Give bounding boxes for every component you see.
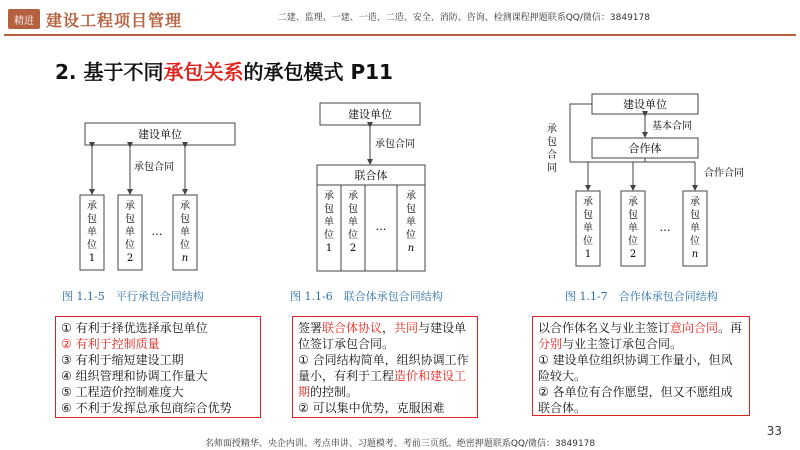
- d3-mid-label: 合作体: [628, 142, 662, 155]
- diagram-cooperative-svg: [540, 92, 760, 280]
- p1-line-1: ① 有利于择优选择承包单位: [61, 321, 208, 335]
- panel-consortium: [292, 316, 478, 418]
- p2-a4: 共同: [394, 321, 419, 335]
- page-title: [55, 56, 393, 85]
- p2-b1: ① 合同结构简单，组织协调工作量小，有利于工程: [298, 353, 469, 383]
- d1-arrow-label: 承包合同: [134, 162, 174, 173]
- d2-unit-2-label: 承包单位 2: [348, 191, 358, 254]
- p1-line-4: ④ 组织管理和协调工作量大: [61, 369, 208, 383]
- header-bar: [0, 0, 800, 36]
- title-prefix: 2. 基于不同: [55, 60, 164, 84]
- logo-title: 建设工程项目管理: [46, 10, 183, 30]
- d2-unit-1-label: 承包单位 1: [324, 191, 334, 254]
- p3-a2: 意向合同: [670, 321, 719, 335]
- p2-a5: 与建设单位签订承包合同。: [298, 321, 467, 351]
- d1-unit-2-label: 承包单位 2: [125, 201, 135, 264]
- p3-a5: 与业主签订承包合同。: [562, 337, 683, 351]
- panel-cooperative: [532, 316, 750, 416]
- diagram-parallel: [60, 95, 260, 305]
- title-highlight: 承包关系: [163, 60, 244, 84]
- p3-para-3: ② 各单位有合作愿望，但又不愿组成联合体。: [538, 385, 733, 415]
- p2-para-1: [298, 320, 472, 352]
- d3-left-label: 承包合同: [547, 124, 557, 174]
- p2-para-2: [298, 352, 472, 400]
- header-divider: [4, 34, 796, 36]
- p2-a2: 联合体协议: [322, 321, 383, 335]
- page-number: 33: [766, 424, 782, 438]
- diagram-parallel-svg: [60, 95, 260, 280]
- d2-dots: …: [375, 220, 387, 233]
- p2-b2: 造价和建设工期: [298, 369, 467, 399]
- p3-para-2: ① 建设单位组织协调工作量小，但风险较大。: [538, 353, 733, 383]
- d1-caption: 图 1.1-5 平行承包合同结构: [62, 290, 204, 303]
- p1-line-2: ② 有利于控制质量: [61, 337, 160, 351]
- d3-right-label: 合作合同: [704, 168, 744, 179]
- d2-unit-n-label: 承包单位 n: [406, 191, 416, 254]
- d1-top-label: 建设单位: [138, 128, 182, 141]
- diagram-cooperative: [540, 92, 760, 292]
- p3-para-1: [538, 320, 744, 352]
- d1-unit-1-label: 承包单位 1: [87, 201, 97, 264]
- d2-arrow-label: 承包合同: [375, 139, 415, 150]
- logo: [8, 6, 182, 32]
- d3-unit-1-label: 承包单位 1: [583, 197, 593, 260]
- d2-top-label: 建设单位: [348, 108, 392, 121]
- p2-a1: 签署: [298, 321, 323, 335]
- p3-a3: 。再: [718, 321, 743, 335]
- p1-line-6: ⑥ 不利于发挥总承包商综合优势: [61, 401, 232, 415]
- p1-line-3: ③ 有利于缩短建设工期: [61, 353, 184, 367]
- d2-mid-label: 联合体: [354, 169, 388, 182]
- d3-unit-n-label: 承包单位 n: [690, 197, 700, 260]
- footer-note: 名师面授精华、央企内训、考点串讲、习题模考、考前三页纸、绝密押题联系QQ/微信：3849178: [204, 439, 596, 449]
- p2-a3: ，: [382, 321, 395, 335]
- d3-caption: 图 1.1-7 合作体承包合同结构: [565, 290, 718, 303]
- p2-b3: 的控制。: [310, 385, 359, 399]
- diagram-consortium: [305, 95, 435, 295]
- d3-left-line: [570, 104, 592, 162]
- p1-line-5: ⑤ 工程造价控制难度大: [61, 385, 184, 399]
- d1-dots: …: [151, 225, 163, 238]
- p3-a4: 分别: [538, 337, 563, 351]
- logo-badge: 精进: [8, 9, 40, 29]
- d3-top-label: 建设单位: [623, 98, 667, 111]
- p2-para-3: ② 可以集中优势，克服困难: [298, 401, 445, 415]
- d3-unit-2-label: 承包单位 2: [628, 197, 638, 260]
- title-suffix: 的承包模式 P11: [243, 60, 393, 84]
- diagram-consortium-svg: [305, 95, 435, 280]
- d2-caption: 图 1.1-6 联合体承包合同结构: [290, 290, 443, 303]
- d3-basic-label: 基本合同: [652, 121, 692, 132]
- d1-unit-n-label: 承包单位 n: [180, 201, 190, 264]
- p3-a1: 以合作体名义与业主签订: [538, 321, 671, 335]
- panel-parallel: [55, 316, 261, 418]
- d3-dots: …: [659, 221, 671, 234]
- header-note: 二建、监理、一建、一造、二造、安全、消防、咨询、检测课程押题联系QQ/微信：3849178: [277, 13, 650, 23]
